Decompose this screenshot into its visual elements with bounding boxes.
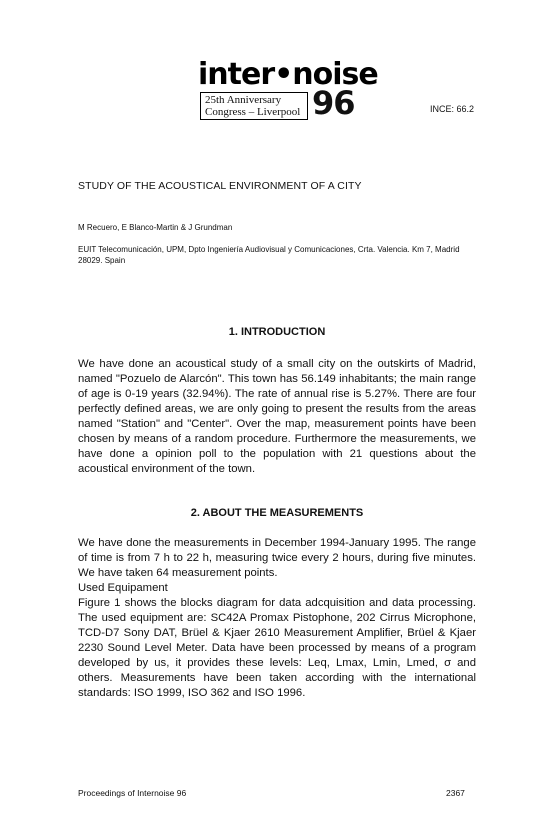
logo-year: 96 [312, 84, 355, 122]
equipment-subheading: Used Equipament [78, 582, 168, 594]
equipment-paragraph: Figure 1 shows the blocks diagram for data adcquisition and data processing. The used equipment are: SC42A Promax Pistophone, 202 Cirrus Microphone, TCD-D7 Sony DAT, Brüel & Kjaer 2610 Measurement Amplifier, Brüel & Kjaer 2230 Sound Level Meter. Data have been processed by means of a program developed by us, it provides these levels: Leq, Lmax, Lmin, Lmed, σ and others. Measurements have been taken according with the international standards: ISO 1999, ISO 362 and ISO 1996. [78, 597, 476, 699]
paper-title: STUDY OF THE ACOUSTICAL ENVIRONMENT OF A CITY [78, 180, 362, 192]
measurements-block [78, 536, 476, 701]
ince-code: INCE: 66.2 [430, 104, 475, 114]
page-number: 2367 [446, 788, 465, 798]
paper-authors: M Recuero, E Blanco-Martin & J Grundman [78, 223, 233, 232]
logo-caption-box [200, 92, 308, 120]
section-heading-measurements: 2. ABOUT THE MEASUREMENTS [190, 507, 364, 519]
logo-wordmark: inter•noise [198, 57, 378, 92]
logo-caption-line1: 25th Anniversary [205, 94, 282, 106]
logo-caption-line2: Congress – Liverpool [205, 106, 301, 118]
introduction-paragraph: We have done an acoustical study of a small city on the outskirts of Madrid, named "Pozuelo de Alarcón". This town has 56.149 inhabitants; the main range of age is 0-19 years (32.94%). The rate of annual rise is 5.27%. There are four perfectly defined areas, we are only going to present the results from the areas named "Station" and "Center". Over the map, measurement points have been chosen by means of a random procedure. Furthermore the measurements, we have done a opinion poll to the population with 21 questions about the acoustical environment of the town. [78, 358, 476, 475]
conference-logo [198, 57, 378, 122]
footer-proceedings: Proceedings of Internoise 96 [78, 788, 187, 798]
paper-affiliation: EUIT Telecomunicación, UPM, Dpto Ingeniería Audiovisual y Comunicaciones, Crta. Valencia. Km 7, Madrid 28029. Spain [78, 245, 460, 265]
section-heading-introduction: 1. INTRODUCTION [228, 326, 326, 338]
measurements-paragraph: We have done the measurements in December 1994-January 1995. The range of time is from 7 h to 22 h, measuring twice every 2 hours, during five minutes. We have taken 64 measurement points. [78, 537, 476, 579]
